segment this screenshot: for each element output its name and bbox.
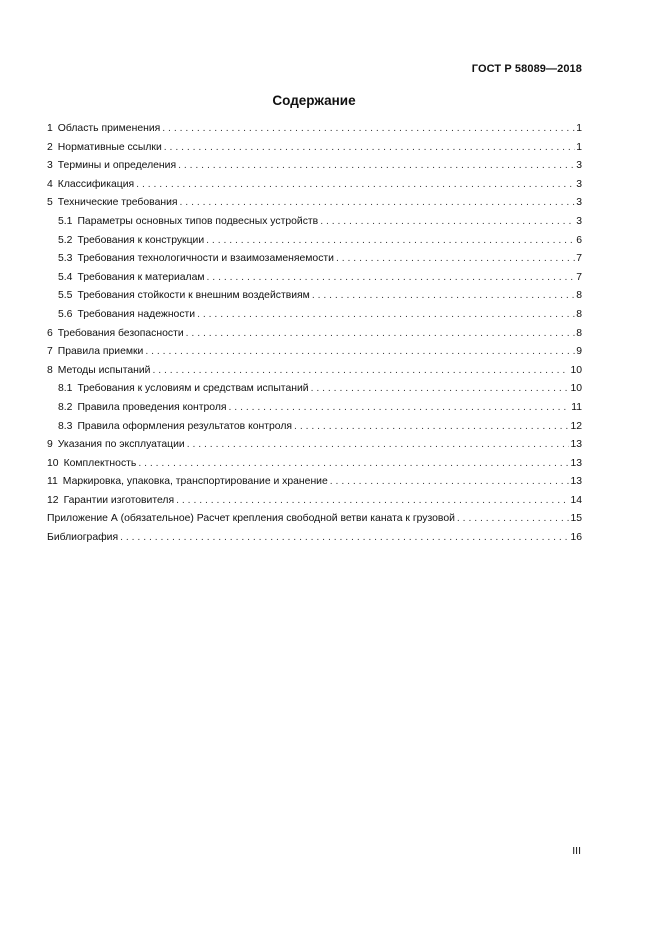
page-number: III xyxy=(572,845,581,857)
toc-entry-page: 15 xyxy=(570,513,582,525)
toc-entry[interactable] xyxy=(47,455,582,474)
toc-entry-title: Правила проведения контроля xyxy=(77,401,227,413)
toc-entry-title: Требования стойкости к внешним воздействиям xyxy=(77,290,310,302)
toc-entry-title: Классификация xyxy=(57,178,135,190)
toc-entry-title: Параметры основных типов подвесных устройств xyxy=(77,215,319,227)
dot-leader xyxy=(162,120,575,139)
toc-entry-page: 3 xyxy=(576,178,582,190)
dot-leader xyxy=(186,325,576,344)
toc-entry-title: Требования к условиям и средствам испытаний xyxy=(77,383,309,395)
toc-entry-number: 5.1 xyxy=(58,215,73,227)
toc-entry-number: 6 xyxy=(47,327,53,339)
dot-leader xyxy=(197,306,575,325)
toc-entry-number: 11 xyxy=(47,476,58,488)
toc-entry[interactable] xyxy=(47,343,582,362)
toc-entry-page: 7 xyxy=(576,253,582,265)
toc-entry[interactable] xyxy=(47,120,582,139)
toc-entry-title: Гарантии изготовителя xyxy=(63,494,175,506)
toc-subentry[interactable] xyxy=(47,213,582,232)
toc-entry-page: 1 xyxy=(576,123,582,134)
toc-entry-number: 12 xyxy=(47,494,59,506)
toc-entry-number: 5 xyxy=(47,197,53,209)
toc-entry-title: Нормативные ссылки xyxy=(57,141,162,153)
toc-entry-appendix[interactable] xyxy=(47,510,582,529)
toc-entry-page: 9 xyxy=(576,346,582,358)
toc-entry[interactable] xyxy=(47,473,582,492)
toc-subentry[interactable] xyxy=(47,306,582,325)
dot-leader xyxy=(145,343,575,362)
toc-entry-page: 10 xyxy=(570,383,582,395)
toc-entry[interactable] xyxy=(47,139,582,158)
toc-subentry[interactable] xyxy=(47,232,582,251)
dot-leader xyxy=(164,139,575,158)
toc-subentry[interactable] xyxy=(47,250,582,269)
toc-entry-page: 3 xyxy=(576,197,582,209)
toc-entry[interactable] xyxy=(47,436,582,455)
toc-entry-title: Указания по эксплуатации xyxy=(57,439,185,451)
dot-leader xyxy=(312,287,575,306)
dot-leader xyxy=(330,473,570,492)
toc-entry-number: 8.3 xyxy=(58,420,73,432)
toc-entry-page: 13 xyxy=(570,457,582,469)
toc-subentry[interactable] xyxy=(47,418,582,437)
dot-leader xyxy=(136,176,575,195)
toc-entry-page: 8 xyxy=(576,290,582,302)
dot-leader xyxy=(229,399,571,418)
toc-entry[interactable] xyxy=(47,194,582,213)
toc-entry-title: Технические требования xyxy=(57,197,178,209)
toc-entry[interactable] xyxy=(47,362,582,381)
toc-entry[interactable] xyxy=(47,176,582,195)
dot-leader xyxy=(120,529,569,548)
toc-entry-title: Требования надежности xyxy=(77,308,196,320)
dot-leader xyxy=(207,269,576,288)
toc-entry-title: Требования технологичности и взаимозаменяемости xyxy=(77,253,334,265)
toc-entry-title: Комплектность xyxy=(63,457,137,469)
toc-entry-page: 10 xyxy=(570,364,582,376)
toc-entry-page: 3 xyxy=(576,215,582,227)
toc-subentry[interactable] xyxy=(47,287,582,306)
toc-entry-page: 8 xyxy=(576,308,582,320)
toc-entry-page: 13 xyxy=(570,476,582,488)
toc-entry-page: 3 xyxy=(576,160,582,172)
toc-entry-page: 14 xyxy=(570,494,582,506)
dot-leader xyxy=(152,362,569,381)
toc-entry-title: Требования к конструкции xyxy=(77,234,205,246)
toc-entry[interactable] xyxy=(47,492,582,511)
toc-subentry[interactable] xyxy=(47,380,582,399)
toc-entry-title: Приложение А (обязательное) Расчет крепления свободной ветви каната к грузовой xyxy=(47,513,455,525)
toc-entry-number: 5.3 xyxy=(58,253,73,265)
toc-title: Содержание xyxy=(272,93,356,108)
dot-leader xyxy=(320,213,575,232)
toc-entry-number: 7 xyxy=(47,346,53,358)
toc-entry-number: 5.2 xyxy=(58,234,73,246)
toc-entry-number: 8 xyxy=(47,364,53,376)
toc-entry-page: 1 xyxy=(576,141,582,153)
dot-leader xyxy=(336,250,575,269)
dot-leader xyxy=(294,418,569,437)
toc-entry-number: 4 xyxy=(47,178,53,190)
toc-entry-number: 8.2 xyxy=(58,401,73,413)
toc-entry-number: 9 xyxy=(47,439,53,451)
toc-entry-number: 5.6 xyxy=(58,308,73,320)
toc-entry-title: Правила приемки xyxy=(57,346,144,358)
dot-leader xyxy=(206,232,575,251)
toc-entry-title: Требования безопасности xyxy=(57,327,184,339)
toc-entry-number: 3 xyxy=(47,160,53,172)
toc-subentry[interactable] xyxy=(47,269,582,288)
toc-entry[interactable] xyxy=(47,157,582,176)
toc-entry-page: 7 xyxy=(576,271,582,283)
toc-entry-number: 2 xyxy=(47,141,53,153)
toc-entry-number: 5.5 xyxy=(58,290,73,302)
toc-entry-title: Область применения xyxy=(57,123,161,134)
toc-entry-title: Термины и определения xyxy=(57,160,177,172)
toc-subentry[interactable] xyxy=(47,399,582,418)
toc-entry-page: 12 xyxy=(570,420,582,432)
toc-entry-title: Методы испытаний xyxy=(57,364,151,376)
dot-leader xyxy=(187,436,570,455)
toc-entry-page: 16 xyxy=(570,532,582,544)
toc-entry-number: 10 xyxy=(47,457,59,469)
toc-entry-title: Библиография xyxy=(47,532,119,544)
toc-entry-number: 8.1 xyxy=(58,383,73,395)
toc-entry-title: Правила оформления результатов контроля xyxy=(77,420,293,432)
table-of-contents xyxy=(47,120,582,548)
toc-entry-bibliography[interactable] xyxy=(47,529,582,548)
dot-leader xyxy=(457,510,570,529)
toc-entry-page: 6 xyxy=(576,234,582,246)
toc-entry-page: 8 xyxy=(576,327,582,339)
toc-entry-page: 13 xyxy=(570,439,582,451)
toc-entry-page: 11 xyxy=(571,401,582,413)
toc-entry-title: Требования к материалам xyxy=(77,271,205,283)
toc-entry-number: 1 xyxy=(47,123,53,134)
dot-leader xyxy=(138,455,569,474)
dot-leader xyxy=(180,194,576,213)
toc-entry-title: Маркировка, упаковка, транспортирование и хранение xyxy=(62,476,328,488)
dot-leader xyxy=(178,157,575,176)
toc-entry-number: 5.4 xyxy=(58,271,73,283)
dot-leader xyxy=(176,492,569,511)
dot-leader xyxy=(311,380,570,399)
document-code: ГОСТ Р 58089—2018 xyxy=(471,63,582,75)
toc-entry[interactable] xyxy=(47,325,582,344)
